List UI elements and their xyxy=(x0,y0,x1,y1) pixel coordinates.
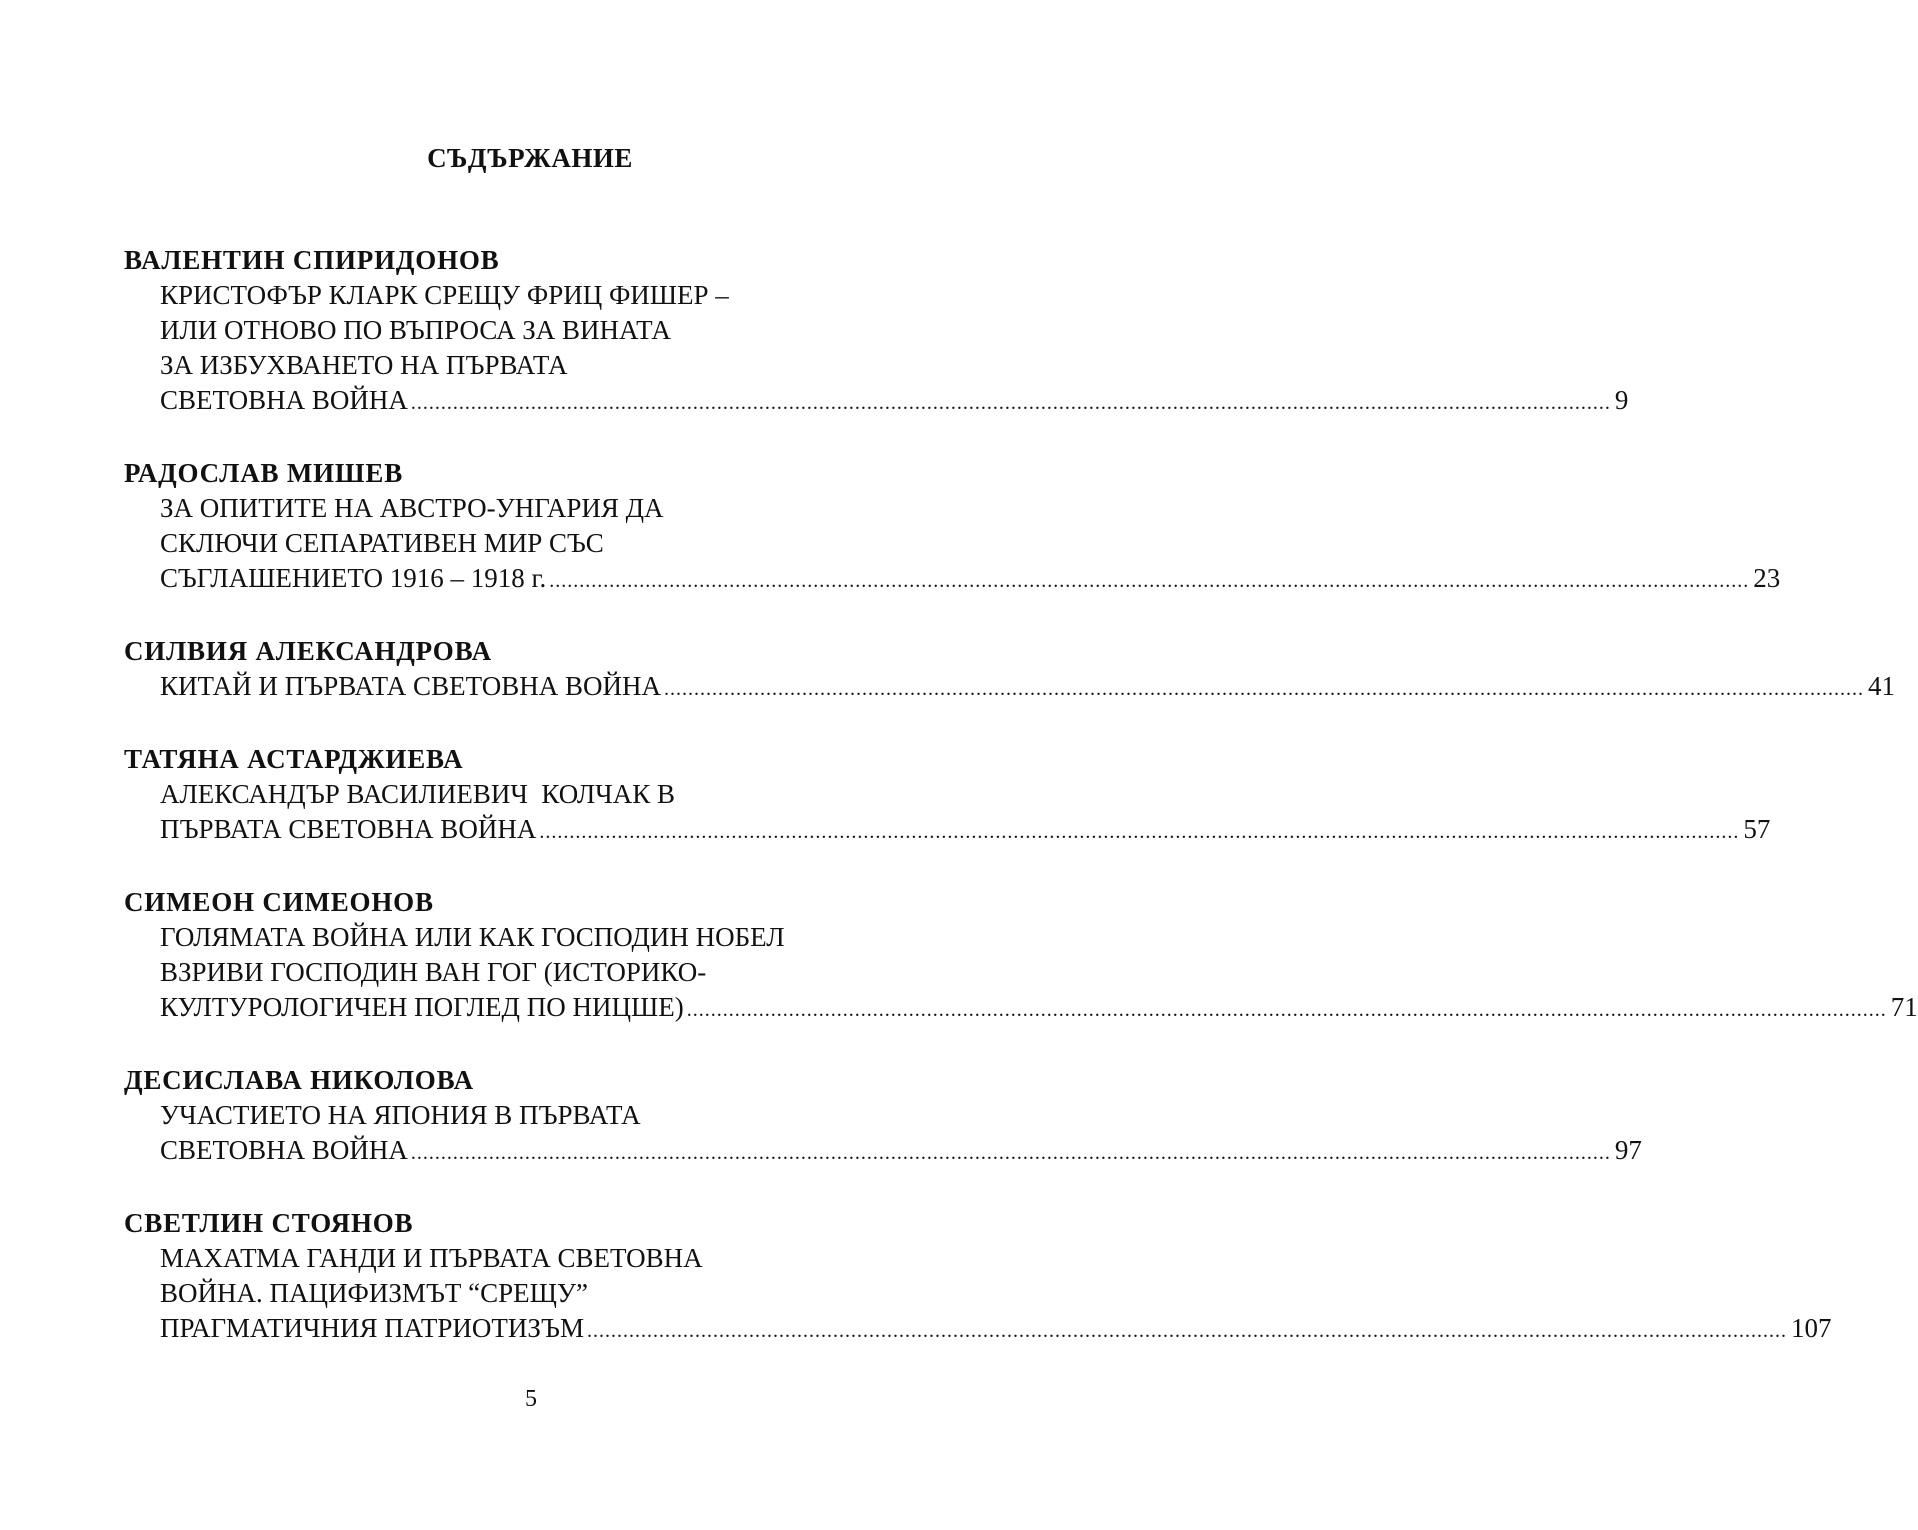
entry-author: ТАТЯНА АСТАРДЖИЕВА xyxy=(124,744,464,774)
entry-page-number: 23 xyxy=(1753,563,1781,593)
toc-list xyxy=(124,243,1918,1384)
toc-entry xyxy=(124,634,1895,707)
entry-author: ДЕСИСЛАВА НИКОЛОВА xyxy=(124,1065,474,1095)
entry-title-end: ПЪРВАТА СВЕТОВНА ВОЙНА xyxy=(160,814,537,844)
entry-title-line: ГОЛЯМАТА ВОЙНА ИЛИ КАК ГОСПОДИН НОБЕЛ xyxy=(160,922,785,952)
toc-entry xyxy=(124,1063,1642,1171)
entry-title-line: ИЛИ ОТНОВО ПО ВЪПРОСА ЗА ВИНАТА xyxy=(160,315,671,345)
dot-leader: ........................................................................................................................................................................................................ xyxy=(663,678,1864,700)
entry-last-line xyxy=(124,561,1781,599)
entry-author: СВЕТЛИН СТОЯНОВ xyxy=(124,1208,414,1238)
entry-title-line: СКЛЮЧИ СЕПАРАТИВЕН МИР СЪС xyxy=(160,528,604,558)
entry-last-line xyxy=(124,812,1771,850)
dot-leader: ........................................................................................................................................................................................................ xyxy=(410,1142,1611,1164)
entry-title-line: ЗА ИЗБУХВАНЕТО НА ПЪРВАТА xyxy=(160,350,568,380)
entry-last-line xyxy=(124,990,1918,1028)
entry-title-end: КИТАЙ И ПЪРВАТА СВЕТОВНА ВОЙНА xyxy=(160,671,661,701)
entry-page-number: 107 xyxy=(1790,1313,1832,1343)
entry-page-number: 71 xyxy=(1890,992,1918,1022)
dot-leader: ........................................................................................................................................................................................................ xyxy=(549,570,1750,592)
entry-title-end: КУЛТУРОЛОГИЧЕН ПОГЛЕД ПО НИЦШЕ) xyxy=(160,992,684,1022)
entry-last-line xyxy=(124,669,1895,707)
entry-author: РАДОСЛАВ МИШЕВ xyxy=(124,458,403,488)
entry-title-end: СЪГЛАШЕНИЕТО 1916 – 1918 г. xyxy=(160,563,547,593)
dot-leader: ........................................................................................................................................................................................................ xyxy=(410,392,1611,414)
entry-author: ВАЛЕНТИН СПИРИДОНОВ xyxy=(124,245,500,275)
entry-title-line: КРИСТОФЪР КЛАРК СРЕЩУ ФРИЦ ФИШЕР – xyxy=(160,280,729,310)
entry-author: СИМЕОН СИМЕОНОВ xyxy=(124,887,434,917)
entry-title-line: ВЗРИВИ ГОСПОДИН ВАН ГОГ (ИСТОРИКО- xyxy=(160,957,707,987)
entry-page-number: 9 xyxy=(1614,385,1629,415)
entry-page-number: 97 xyxy=(1614,1135,1642,1165)
entry-title-line: УЧАСТИЕТО НА ЯПОНИЯ В ПЪРВАТА xyxy=(160,1100,641,1130)
toc-entry xyxy=(124,243,1629,421)
dot-leader: ........................................................................................................................................................................................................ xyxy=(586,1320,1787,1342)
entry-title-line: АЛЕКСАНДЪР ВАСИЛИЕВИЧ КОЛЧАК В xyxy=(160,779,675,809)
entry-title-end: СВЕТОВНА ВОЙНА xyxy=(160,385,408,415)
toc-entry xyxy=(124,1206,1832,1349)
entry-title-line: ВОЙНА. ПАЦИФИЗМЪТ “СРЕЩУ” xyxy=(160,1278,589,1308)
entry-title-line: ЗА ОПИТИТЕ НА АВСТРО-УНГАРИЯ ДА xyxy=(160,493,664,523)
entry-title-line: МАХАТМА ГАНДИ И ПЪРВАТА СВЕТОВНА xyxy=(160,1243,703,1273)
dot-leader: ........................................................................................................................................................................................................ xyxy=(539,821,1740,843)
toc-entry xyxy=(124,456,1781,599)
toc-entry xyxy=(124,742,1771,850)
entry-last-line xyxy=(124,383,1629,421)
entry-page-number: 41 xyxy=(1867,671,1895,701)
entry-last-line xyxy=(124,1311,1832,1349)
toc-heading: СЪДЪРЖАНИЕ xyxy=(427,143,633,173)
entry-page-number: 57 xyxy=(1743,814,1771,844)
entry-title-end: ПРАГМАТИЧНИЯ ПАТРИОТИЗЪМ xyxy=(160,1313,584,1343)
entry-last-line xyxy=(124,1133,1642,1171)
entry-author: СИЛВИЯ АЛЕКСАНДРОВА xyxy=(124,636,492,666)
entry-title-end: СВЕТОВНА ВОЙНА xyxy=(160,1135,408,1165)
page-number: 5 xyxy=(525,1386,537,1412)
dot-leader: ........................................................................................................................................................................................................ xyxy=(686,999,1887,1021)
toc-entry xyxy=(124,885,1918,1028)
